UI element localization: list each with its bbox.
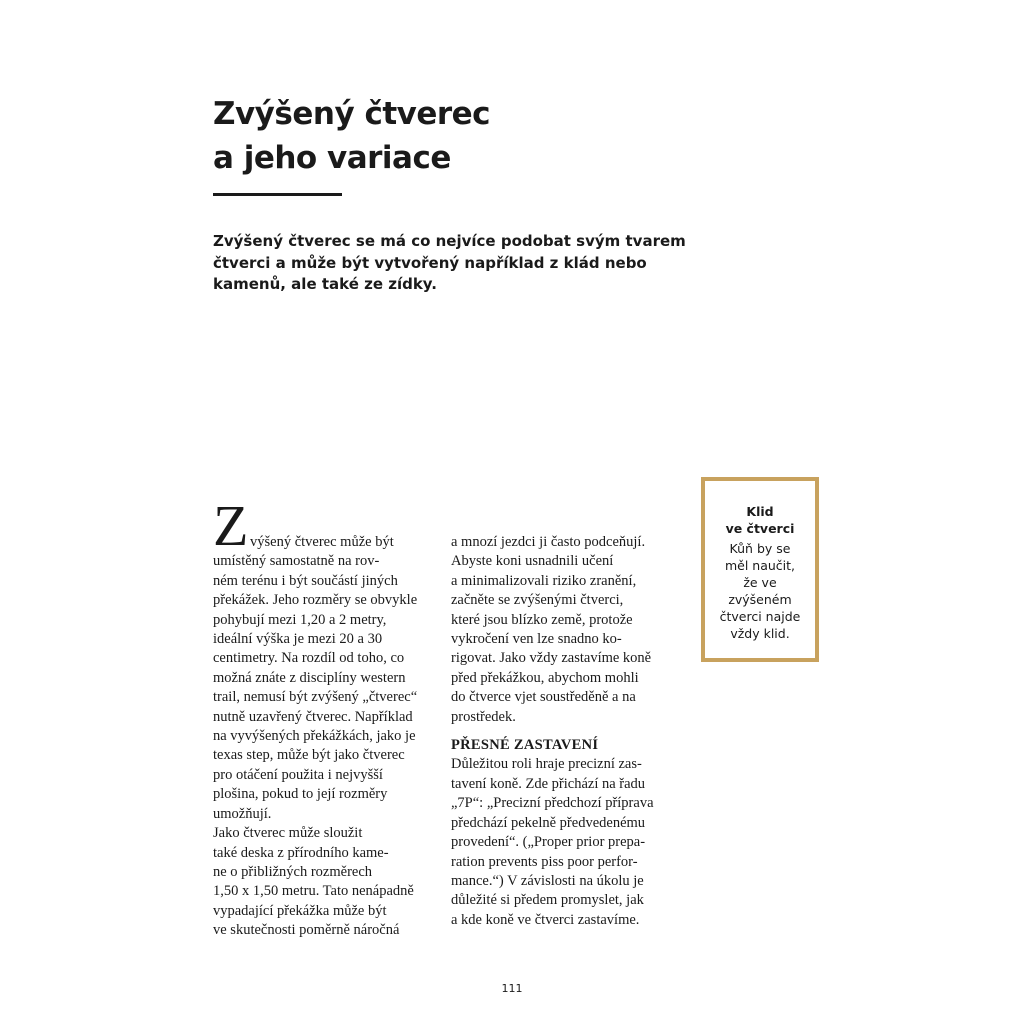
body-line: a minimalizovali riziko zranění, [451, 572, 637, 589]
body-line: prostředek. [451, 708, 516, 725]
body-column-right [451, 533, 654, 930]
title-line: Zvýšený čtverec [213, 96, 491, 132]
body-line: provedení“. („Proper prior prepa- [451, 834, 646, 851]
lead-line: kamenů, ale také ze zídky. [213, 275, 437, 293]
tip-box-title [705, 503, 815, 537]
body-line: trail, nemusí být zvýšený „čtverec“ [213, 689, 418, 706]
body-line: před překážkou, abychom mohli [451, 669, 639, 686]
body-line: ration prevents piss poor perfor- [451, 853, 638, 870]
body-line: umožňují. [213, 805, 272, 822]
body-line: vypadající překážka může být [213, 902, 387, 919]
body-line: tavení koně. Zde přichází na řadu [451, 775, 646, 792]
body-line: předchází pekelně předvedenému [451, 814, 646, 831]
tip-box-line: Kůň by se [729, 541, 791, 556]
lead-line: čtverci a může být vytvořený například z klád nebo [213, 253, 647, 272]
tip-box-line: vždy klid. [730, 626, 790, 641]
tip-box-title-line: ve čtverci [725, 521, 795, 536]
body-line: „7P“: „Precizní předchozí příprava [451, 795, 654, 812]
body-line: důležité si předem promyslet, jak [451, 892, 644, 909]
tip-box-line: zvýšeném [728, 592, 792, 607]
body-line: centimetry. Na rozdíl od toho, co [213, 650, 405, 667]
body-column-left [213, 533, 417, 941]
body-line: umístěný samostatně na rov- [213, 553, 380, 570]
tip-box-title-line: Klid [746, 504, 774, 519]
page-title [213, 92, 490, 180]
section-subheading: PŘESNÉ ZASTAVENÍ [451, 737, 599, 754]
body-line: ném terénu i být součástí jiných [213, 572, 398, 589]
body-line: ideální výška je mezi 20 a 30 [213, 631, 383, 648]
body-line: Důležitou roli hraje precizní zas- [451, 756, 642, 773]
body-line: které jsou blízko země, protože [451, 611, 633, 628]
body-line: na vyvýšených překážkách, jako je [213, 728, 416, 745]
body-line: texas step, může být jako čtverec [213, 747, 405, 764]
drop-cap: Z [213, 493, 249, 558]
body-line: výšený čtverec může být [250, 534, 394, 550]
body-line: a kde koně ve čtverci zastavíme. [451, 911, 640, 928]
lead-paragraph [213, 231, 686, 296]
body-line: překážek. Jeho rozměry se obvykle [213, 592, 418, 609]
body-line: také deska z přírodního kame- [213, 844, 389, 861]
body-line: rigovat. Jako vždy zastavíme koně [451, 650, 652, 667]
body-line: možná znáte z disciplíny western [213, 669, 406, 686]
tip-box [701, 477, 819, 662]
body-line: a mnozí jezdci ji často podceňují. [451, 534, 646, 550]
body-line: Jako čtverec může sloužit [213, 825, 363, 842]
body-line: plošina, pokud to její rozměry [213, 786, 388, 803]
page-number: 111 [501, 982, 523, 995]
tip-box-line: čtverci najde [719, 609, 801, 624]
body-line: 1,50 x 1,50 metru. Tato nenápadně [213, 883, 414, 900]
body-line: do čtverce vjet soustředěně a na [451, 689, 636, 706]
body-line: ne o přibližných rozměrech [213, 863, 373, 880]
body-line: ve skutečnosti poměrně náročná [213, 922, 400, 939]
body-line: mance.“) V závislosti na úkolu je [451, 872, 644, 889]
body-line: Abyste koni usnadnili učení [451, 553, 614, 570]
tip-box-line: že ve [743, 575, 777, 590]
title-line: a jeho variace [213, 140, 451, 176]
body-line: nutně uzavřený čtverec. Například [213, 708, 413, 725]
body-line: začněte se zvýšenými čtverci, [451, 592, 624, 609]
title-underline [213, 193, 342, 196]
lead-line: Zvýšený čtverec se má co nejvíce podobat svým tvarem [213, 232, 686, 250]
tip-box-line: měl naučit, [724, 558, 796, 573]
body-line: pohybují mezi 1,20 a 2 metry, [213, 611, 387, 628]
body-line: vykročení ven lze snadno ko- [451, 631, 622, 648]
body-line: pro otáčení použita i nejvyšší [213, 766, 383, 783]
tip-box-text [705, 540, 815, 642]
